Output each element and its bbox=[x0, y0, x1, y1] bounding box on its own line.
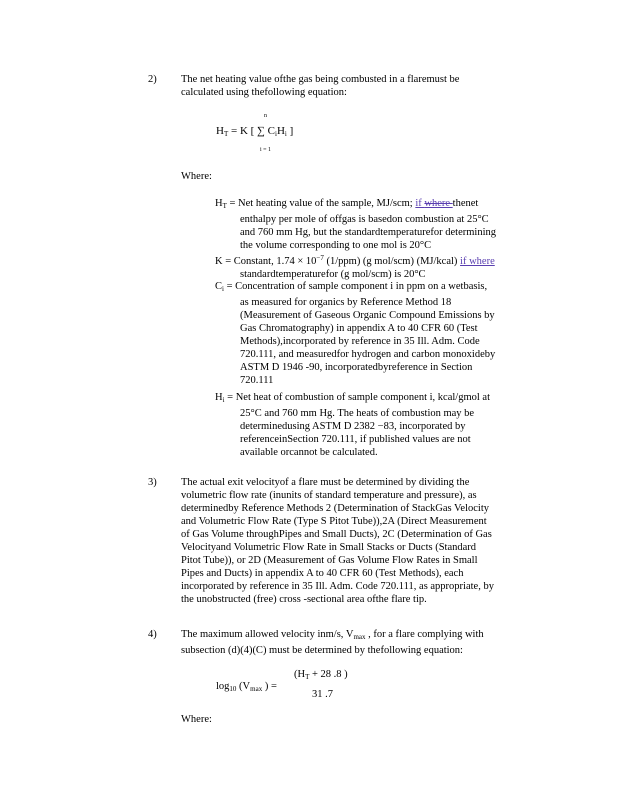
definition-k bbox=[215, 252, 541, 281]
definition-symbol: K bbox=[215, 256, 223, 267]
definition-line: Gas Chromatography) in appendix A to 40 CFR 60 (Test bbox=[240, 323, 478, 334]
item-number-4: 4) bbox=[148, 629, 157, 640]
definition-ci bbox=[215, 280, 541, 387]
item-2-line: calculated using thefollowing equation: bbox=[181, 87, 347, 98]
definition-text: = Net heat of combustion of sample component i, kcal/gmol at bbox=[224, 392, 490, 403]
max-velocity-equation-lhs bbox=[216, 680, 277, 696]
item-2-line: The net heating value ofthe gas being combusted in a flaremust be bbox=[181, 74, 460, 85]
definition-line: available orcannot be calculated. bbox=[240, 447, 378, 458]
paren-open: (V bbox=[236, 681, 251, 692]
item-3-line: the unobstructed (free) cross -sectional area ofthe flare tip. bbox=[181, 594, 427, 605]
equation-lhs: H bbox=[216, 125, 224, 137]
definition-text-tail: thenet bbox=[452, 198, 479, 209]
definition-line: referenceinSection 720.111, if published values are not bbox=[240, 434, 471, 445]
equation-numerator bbox=[294, 668, 348, 684]
item-4-paragraph bbox=[181, 628, 541, 657]
item-3-line: and Volumetric Flow Rate (Type S Pitot Tube)),2A (Direct Measurement bbox=[181, 516, 487, 527]
definition-line: 25°C and 760 mm Hg. The heats of combustion may be bbox=[240, 408, 475, 419]
definition-symbol-sub: T bbox=[222, 202, 227, 210]
amendment-deletion: where bbox=[424, 198, 453, 209]
equation-rhs-sub2: i bbox=[284, 130, 287, 138]
net-heating-equation bbox=[216, 124, 293, 141]
item-4-text-b: , for a flare complying with bbox=[365, 629, 484, 640]
definition-symbol-sub: i bbox=[222, 285, 224, 293]
equation-denominator: 31 .7 bbox=[312, 689, 333, 700]
amendment-link bbox=[415, 198, 452, 209]
item-3-line: Pipes and Ducts) in appendix A to 40 CFR 60 (Test Methods), each bbox=[181, 568, 464, 579]
item-2-paragraph bbox=[181, 73, 541, 99]
item-3-line: The actual exit velocityof a flare must be determined by dividing the bbox=[181, 477, 470, 488]
summation-lower-limit: i = 1 bbox=[260, 147, 272, 153]
definition-line: the volume corresponding to one mol is 20°C bbox=[240, 240, 432, 251]
numerator-sub: T bbox=[305, 673, 310, 681]
item-3-line: Pitot Tube)), or 2D (Measurement of Gas Volume Flow Rates in Small bbox=[181, 555, 478, 566]
where-label: Where: bbox=[181, 171, 212, 182]
item-3-line: volumetric flow rate (inunits of standard temperature and pressure), as bbox=[181, 490, 477, 501]
item-3-line: incorporated by reference in 35 Ill. Adm. Code 720.111, as appropriate, by bbox=[181, 581, 494, 592]
item-3-line: determinedby Reference Methods 2 (Determination of StackGas Velocity bbox=[181, 503, 490, 514]
item-4-text: The maximum allowed velocity inm/s, V bbox=[181, 629, 354, 640]
equation-rhs-mid: H bbox=[276, 125, 285, 137]
item-3-line: of Gas Volume throughPipes and Small Ducts), 2C (Determination of Gas bbox=[181, 529, 492, 540]
definition-line: Methods),incorporated by reference in 35 Ill. Adm. Code bbox=[240, 336, 480, 347]
definition-symbol: C bbox=[215, 281, 223, 292]
definition-line: 720.111, and measuredfor hydrogen and carbon monoxideby bbox=[240, 349, 496, 360]
item-3-line: Velocityand Volumetric Flow Rate in Small Stacks or Ducts (Standard bbox=[181, 542, 477, 553]
item-number-2: 2) bbox=[148, 74, 157, 85]
definition-ht bbox=[215, 197, 541, 252]
definition-line: 720.111 bbox=[240, 375, 274, 386]
definition-line: and 760 mm Hg, but the standardtemperaturefor determining bbox=[240, 227, 497, 238]
item-4-vmax-sub: max bbox=[353, 633, 366, 641]
amendment-insert: if bbox=[415, 198, 425, 209]
definition-text: = Concentration of sample component i in ppm on a wetbasis, bbox=[223, 281, 488, 292]
item-number-3: 3) bbox=[148, 477, 157, 488]
definition-line: enthalpy per mole of offgas is basedon combustion at 25°C bbox=[240, 214, 489, 225]
definition-hi bbox=[215, 391, 541, 459]
definition-symbol: H bbox=[215, 198, 223, 209]
definition-text: = Constant, 1.74 × 10 bbox=[222, 256, 317, 267]
log-base: 10 bbox=[229, 685, 237, 693]
item-4-line: subsection (d)(4)(C) must be determined by thefollowing equation: bbox=[181, 645, 463, 656]
amendment-link: if where bbox=[460, 256, 495, 267]
definition-symbol: H bbox=[215, 392, 223, 403]
definition-symbol-sub: i bbox=[222, 396, 225, 404]
definition-line: (Measurement of Gaseous Organic Compound Emissions by bbox=[240, 310, 495, 321]
log-label: log bbox=[216, 681, 230, 692]
where-label-2: Where: bbox=[181, 714, 212, 725]
equation-lhs-sub: T bbox=[223, 130, 229, 138]
numerator-b: + 28 .8 ) bbox=[309, 669, 348, 680]
equation-rhs-end: ] bbox=[286, 125, 294, 137]
numerator-a: (H bbox=[294, 669, 306, 680]
equation-rhs: = K [ ∑ C bbox=[230, 125, 275, 137]
item-3-paragraph bbox=[181, 476, 541, 606]
definition-line: ASTM D 1946 -90, incorporatedbyreference in Section bbox=[240, 362, 473, 373]
definition-line: determinedusing ASTM D 2382 −83, incorporated by bbox=[240, 421, 466, 432]
paren-close: ) = bbox=[262, 681, 277, 692]
definition-text-b: (1/ppm) (g mol/scm) (MJ/kcal) bbox=[323, 256, 461, 267]
definition-line: as measured for organics by Reference Method 18 bbox=[240, 297, 452, 308]
equation-rhs-sub1: i bbox=[274, 130, 277, 138]
definition-exponent: −7 bbox=[316, 254, 324, 262]
definition-line: standardtemperaturefor (g mol/scm) is 20°C bbox=[240, 269, 426, 280]
definition-text: = Net heating value of the sample, MJ/scm; bbox=[226, 198, 416, 209]
summation-upper-limit: n bbox=[264, 113, 267, 119]
vmax-sub: max bbox=[250, 685, 263, 693]
